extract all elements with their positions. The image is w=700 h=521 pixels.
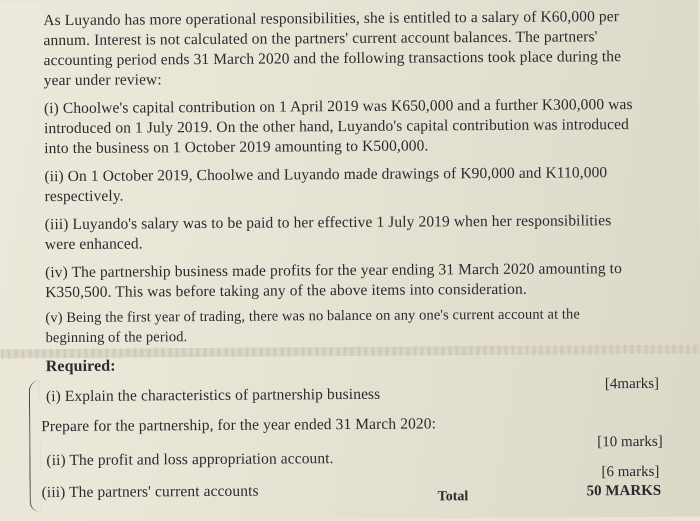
intro-line-3: accounting period ends 31 March 2020 and the following transactions took place during the (43, 48, 622, 70)
intro-line-4: year under review: (43, 71, 162, 90)
item-iii-line-2: were enhanced. (44, 235, 143, 254)
item-i-line-3: into the business on 1 October 2019 amounting to K500,000. (44, 137, 429, 158)
question-3: (iii) The partners' current accounts (41, 482, 259, 502)
question-1-marks: [4marks] (604, 375, 660, 393)
item-iv-line-2: K350,500. This was before taking any of the above items into consideration. (45, 280, 527, 302)
item-i-line-1: (i) Choolwe's capital contribution on 1 April 2019 was K650,000 and a further K300,000 was (43, 96, 633, 118)
item-v-line-1: (v) Being the first year of trading, there was no balance on any one's current account at the (45, 306, 580, 327)
left-bracket (29, 380, 41, 512)
intro-line-1: As Luyando has more operational responsibilities, she is entitled to a salary of K60,000 per (43, 8, 620, 30)
question-3-marks: [6 marks] (601, 463, 660, 481)
prepare-instruction: Prepare for the partnership, for the year ended 31 March 2020: (41, 415, 437, 436)
item-iii-line-1: (iii) Luyando's salary was to be paid to her effective 1 July 2019 when her responsibilities (44, 212, 612, 234)
item-ii-line-2: respectively. (44, 187, 124, 206)
total-marks: 50 MARKS (586, 482, 662, 500)
item-iv-line-1: (iv) The partnership business made profits for the year ending 31 March 2020 amounting to (45, 260, 622, 282)
item-ii-line-1: (ii) On 1 October 2019, Choolwe and Luyando made drawings of K90,000 and K110,000 (44, 164, 608, 186)
required-heading: Required: (45, 357, 116, 376)
item-i-line-2: introduced on 1 July 2019. On the other hand, Luyando's capital contribution was introduced (44, 116, 629, 138)
question-1: (i) Explain the characteristics of partnership business (45, 385, 381, 406)
intro-line-2: annum. Interest is not calculated on the partners' current account balances. The partners' (43, 28, 598, 50)
question-2: (ii) The profit and loss appropriation account. (46, 450, 334, 470)
question-2-marks: [10 marks] (597, 433, 663, 451)
item-v-line-2: beginning of the period. (45, 329, 188, 347)
total-label: Total (437, 489, 469, 505)
